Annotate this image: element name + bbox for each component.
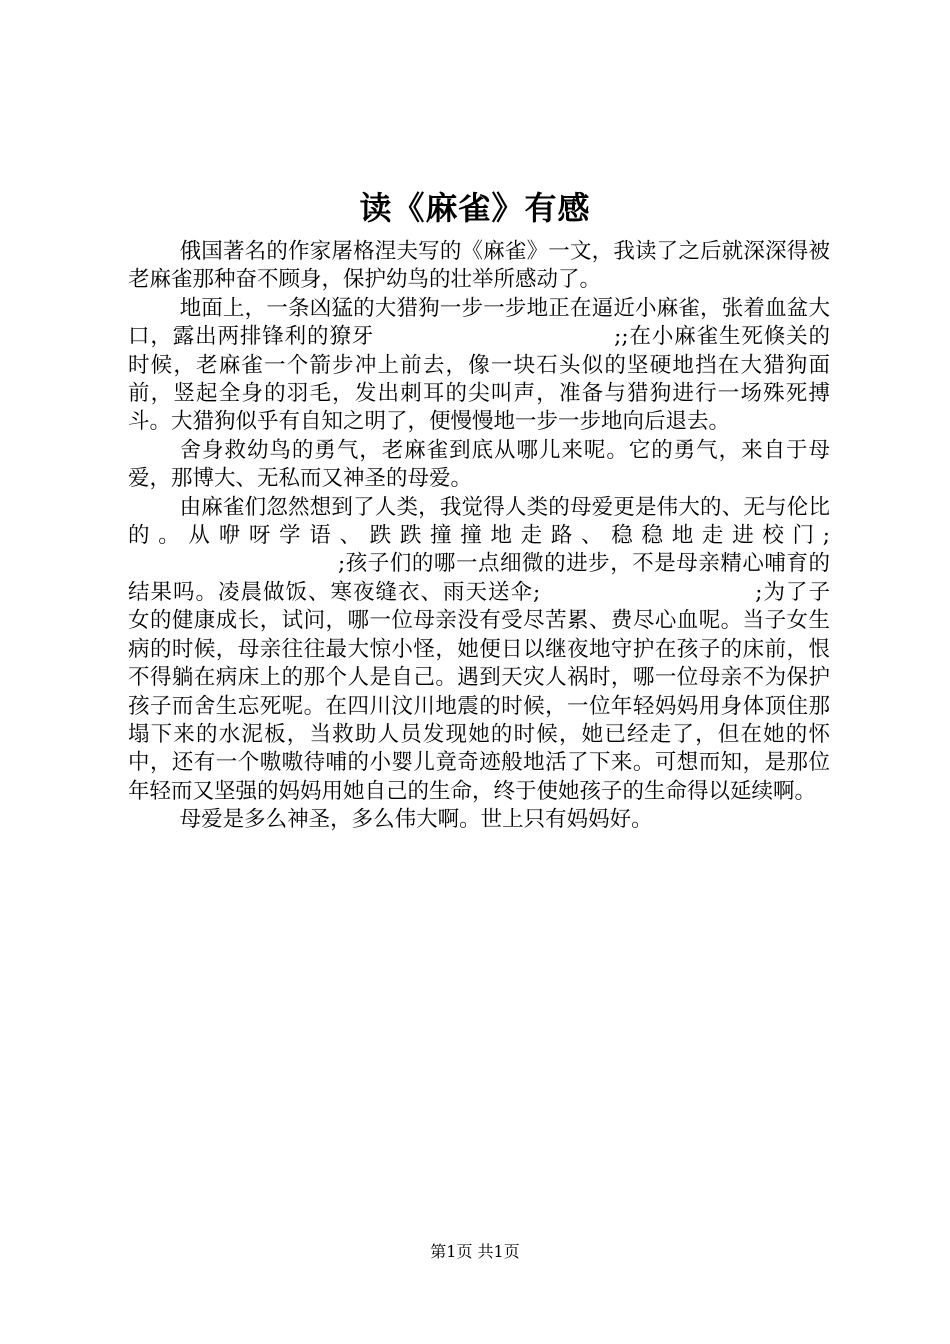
page-title: 读《麻雀》有感 bbox=[359, 189, 591, 227]
paragraph-4-text-c: ;孩子们的哪一点细微的进步，不是母亲精心哺育的结果吗。凌晨做饭、寒夜缝衣、雨天送伞 bbox=[128, 551, 830, 605]
paragraph-4 bbox=[128, 494, 830, 806]
page-footer: 第1页 共1页 bbox=[430, 1242, 520, 1261]
paragraph-1-text: 俄国著名的作家屠格涅夫写的《麻雀》一文，我读了之后就深深得被老麻雀那种奋不顾身，保护幼鸟的壮举所感动了。 bbox=[128, 239, 830, 293]
paragraph-2-text-c: ;在小麻雀生死倏关的时候，老麻雀一个箭步冲上前去，像一块石头似的坚硬地挡在大猎狗面前，竖起全身的羽毛，发出刺耳的尖叫声，准备与猎狗进行一场殊死搏斗。大猎狗似乎有自知之明了，便慢慢地一步一步地向后退去。 bbox=[128, 324, 830, 435]
paragraph-2 bbox=[128, 295, 830, 437]
paragraph-4-text-a: 由麻雀们忽然想到了人类，我觉得人类的母爱更是伟大的、无与伦比的。从咿呀学语、跌跌撞撞地走路、稳稳地走进校门 bbox=[128, 494, 830, 549]
paragraph-4-text-b: ; bbox=[822, 523, 830, 549]
paragraph-1 bbox=[128, 238, 830, 295]
paragraph-2-text-a: 地面上，一条凶猛的大猎狗一步一步地正在逼近小麻雀，张着血盆大口，露出两排锋利的獠牙 bbox=[128, 295, 830, 350]
paragraph-4-text-e: ;为了子女的健康成长，试问，哪一位母亲没有受尽苦累、费尽心血呢。当子女生病的时候，母亲往往最大惊小怪，她便日以继夜地守护在孩子的床前，恨不得躺在病床上的那个人是自己。遇到天灾人祸时，哪一位母亲不为保护孩子而舍生忘死呢。在四川汶川地震的时候，一位年轻妈妈用身体顶住那塌下来的水泥板，当救助人员发现她的时候，她已经走了，但在她的怀中，还有一个嗷嗷待哺的小婴儿竟奇迹般地活了下来。可想而知，是那位年轻而又坚强的妈妈用她自己的生命，终于使她孩子的生命得以延续啊。 bbox=[128, 579, 830, 804]
paragraph-5 bbox=[128, 806, 830, 834]
paragraph-3-text: 舍身救幼鸟的勇气，老麻雀到底从哪儿来呢。它的勇气，来自于母爱，那博大、无私而又神圣的母爱。 bbox=[128, 437, 830, 492]
paragraph-3 bbox=[128, 437, 830, 494]
paragraph-4-text-d: ; bbox=[533, 579, 541, 605]
article-body bbox=[128, 238, 830, 835]
paragraph-2-text-b: ; bbox=[614, 324, 622, 350]
paragraph-5-text: 母爱是多么神圣，多么伟大啊。世上只有妈妈好。 bbox=[179, 807, 653, 833]
